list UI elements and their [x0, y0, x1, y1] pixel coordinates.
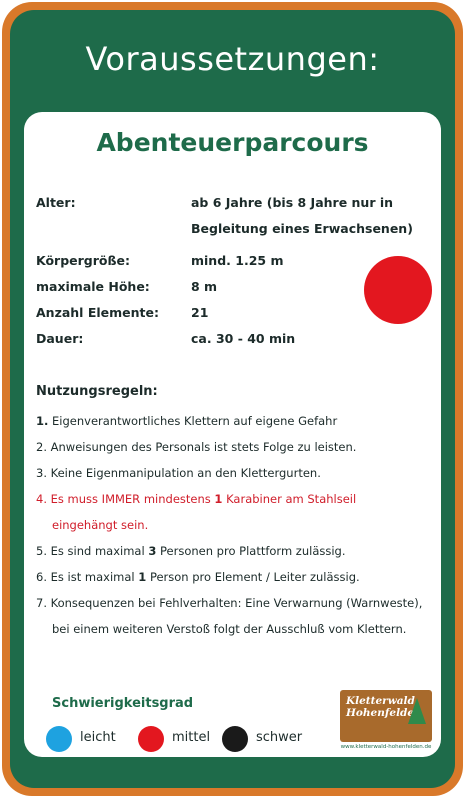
easy-dot-icon	[46, 726, 72, 752]
rule-text: Anweisungen des Personals ist stets Folge zu leisten.	[50, 440, 357, 454]
rule-number: 3.	[36, 466, 47, 480]
difficulty-legend	[46, 724, 336, 754]
logo-text: Hohenfelden	[346, 707, 422, 719]
fact-value-line: Begleitung eines Erwachsenen)	[191, 221, 413, 236]
rule-number: 1.	[36, 414, 49, 428]
rule-text: Karabiner am Stahlseil	[226, 492, 357, 506]
rule-number: 5.	[36, 544, 47, 558]
rule-text-continued: eingehängt sein.	[52, 518, 149, 532]
rule-item	[36, 408, 436, 434]
rule-item-important	[36, 486, 436, 538]
rule-item	[36, 434, 436, 460]
fact-value: 8 m	[191, 279, 218, 294]
legend-label: leicht	[80, 730, 116, 745]
rule-text: Es ist maximal	[50, 570, 135, 584]
rule-emphasis: 1	[138, 570, 147, 584]
rule-item	[36, 460, 436, 486]
logo-url: www.kletterwald-hohenfelden.de	[340, 744, 432, 750]
rule-item	[36, 538, 436, 564]
fact-label: Körpergröße:	[36, 253, 130, 268]
kletterwald-logo	[340, 690, 432, 742]
tree-icon	[408, 698, 426, 724]
rules-heading: Nutzungsregeln:	[36, 384, 158, 399]
fact-label: Anzahl Elemente:	[36, 305, 159, 320]
legend-heading: Schwierigkeitsgrad	[52, 696, 194, 711]
fact-label: Dauer:	[36, 331, 84, 346]
fact-value: 21	[191, 305, 209, 320]
rule-number: 4.	[36, 492, 47, 506]
rule-text: Es muss IMMER mindestens	[50, 492, 211, 506]
rule-text-continued: bei einem weiteren Verstoß folgt der Ausschluß vom Klettern.	[52, 622, 407, 636]
rule-number: 6.	[36, 570, 47, 584]
header-title: Voraussetzungen:	[85, 40, 380, 78]
course-title: Abenteuerparcours	[96, 128, 369, 157]
sign-frame	[2, 2, 463, 796]
logo-text: Kletterwald	[346, 695, 415, 707]
fact-label: Alter:	[36, 195, 76, 210]
rule-text: Eigenverantwortliches Klettern auf eigene Gefahr	[52, 414, 338, 428]
content-panel	[24, 112, 441, 757]
rule-number: 2.	[36, 440, 47, 454]
medium-dot-icon	[138, 726, 164, 752]
legend-label: mittel	[172, 730, 211, 745]
rule-emphasis: 1	[214, 492, 223, 506]
hard-dot-icon	[222, 726, 248, 752]
fact-label: maximale Höhe:	[36, 279, 150, 294]
rule-number: 7.	[36, 596, 47, 610]
rule-text: Es sind maximal	[50, 544, 145, 558]
fact-value: mind. 1.25 m	[191, 253, 284, 268]
fact-value: ca. 30 - 40 min	[191, 331, 296, 346]
rule-text: Person pro Element / Leiter zulässig.	[149, 570, 360, 584]
rule-text: Konsequenzen bei Fehlverhalten: Eine Verwarnung (Warnweste),	[50, 596, 423, 610]
rule-emphasis: 3	[148, 544, 157, 558]
difficulty-indicator-dot	[364, 256, 432, 324]
rule-item	[36, 590, 436, 642]
legend-label: schwer	[256, 730, 303, 745]
rule-text: Keine Eigenmanipulation an den Klettergurten.	[50, 466, 321, 480]
rule-item	[36, 564, 436, 590]
fact-value-line: ab 6 Jahre (bis 8 Jahre nur in	[191, 195, 394, 210]
sign-background	[10, 10, 455, 788]
fact-value	[191, 190, 431, 242]
rule-text: Personen pro Plattform zulässig.	[160, 544, 346, 558]
